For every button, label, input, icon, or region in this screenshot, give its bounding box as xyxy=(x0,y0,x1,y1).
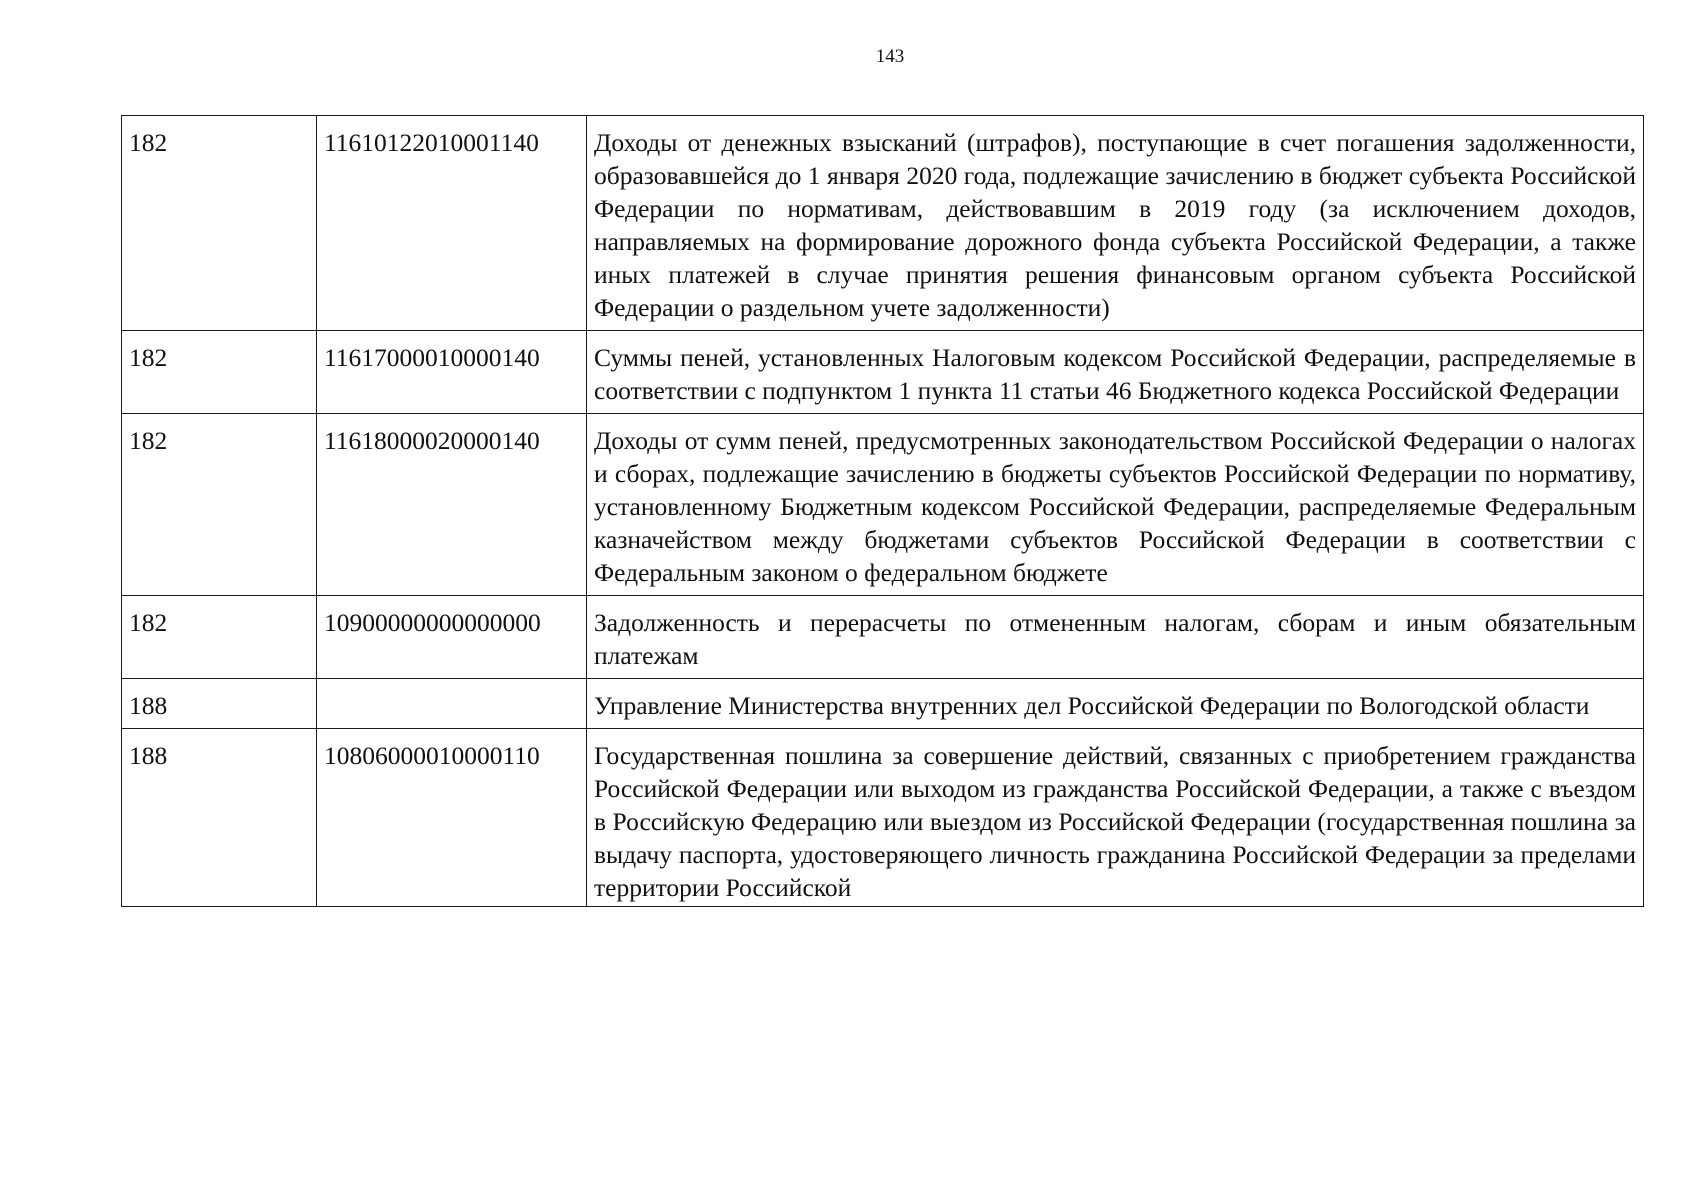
admin-code-cell: 182 xyxy=(122,596,317,679)
table-row xyxy=(122,596,1644,679)
table-row xyxy=(122,679,1644,729)
description-cell: Государственная пошлина за совершение действий, связанных с приобретением гражданства Российской Федерации или выходом из гражданства Российской Федерации, а также с въездом в Российскую Федерацию или выездом из Российской Федерации (государственная пошлина за выдачу паспорта, удостоверяющего личность гражданина Российской Федерации за пределами территории Российской xyxy=(587,729,1644,907)
budget-code-cell: 10900000000000000 xyxy=(317,596,587,679)
admin-code-cell: 182 xyxy=(122,116,317,331)
table-row xyxy=(122,116,1644,331)
description-cell: Задолженность и перерасчеты по отмененным налогам, сборам и иным обязательным платежам xyxy=(587,596,1644,679)
budget-code-cell xyxy=(317,679,587,729)
budget-code-cell: 11618000020000140 xyxy=(317,414,587,596)
budget-code-cell: 11610122010001140 xyxy=(317,116,587,331)
admin-code-cell: 188 xyxy=(122,679,317,729)
table-row xyxy=(122,414,1644,596)
description-cell: Доходы от денежных взысканий (штрафов), поступающие в счет погашения задолженности, образовавшейся до 1 января 2020 года, подлежащие зачислению в бюджет субъекта Российской Федерации по нормативам, действовавшим в 2019 году (за исключением доходов, направляемых на формирование дорожного фонда субъекта Российской Федерации, а также иных платежей в случае принятия решения финансовым органом субъекта Российской Федерации о раздельном учете задолженности) xyxy=(587,116,1644,331)
budget-classification-table xyxy=(121,115,1644,907)
admin-code-cell: 182 xyxy=(122,331,317,414)
budget-code-cell: 11617000010000140 xyxy=(317,331,587,414)
page-number: 143 xyxy=(875,46,905,67)
description-cell: Суммы пеней, установленных Налоговым кодексом Российской Федерации, распределяемые в соответствии с подпунктом 1 пункта 11 статьи 46 Бюджетного кодекса Российской Федерации xyxy=(587,331,1644,414)
description-cell: Доходы от сумм пеней, предусмотренных законодательством Российской Федерации о налогах и сборах, подлежащие зачислению в бюджеты субъектов Российской Федерации по нормативу, установленному Бюджетным кодексом Российской Федерации, распределяемые Федеральным казначейством между бюджетами субъектов Российской Федерации в соответствии с Федеральным законом о федеральном бюджете xyxy=(587,414,1644,596)
admin-code-cell: 188 xyxy=(122,729,317,907)
table-row xyxy=(122,331,1644,414)
admin-code-cell: 182 xyxy=(122,414,317,596)
description-cell: Управление Министерства внутренних дел Российской Федерации по Вологодской области xyxy=(587,679,1644,729)
budget-code-cell: 10806000010000110 xyxy=(317,729,587,907)
table-row xyxy=(122,729,1644,907)
